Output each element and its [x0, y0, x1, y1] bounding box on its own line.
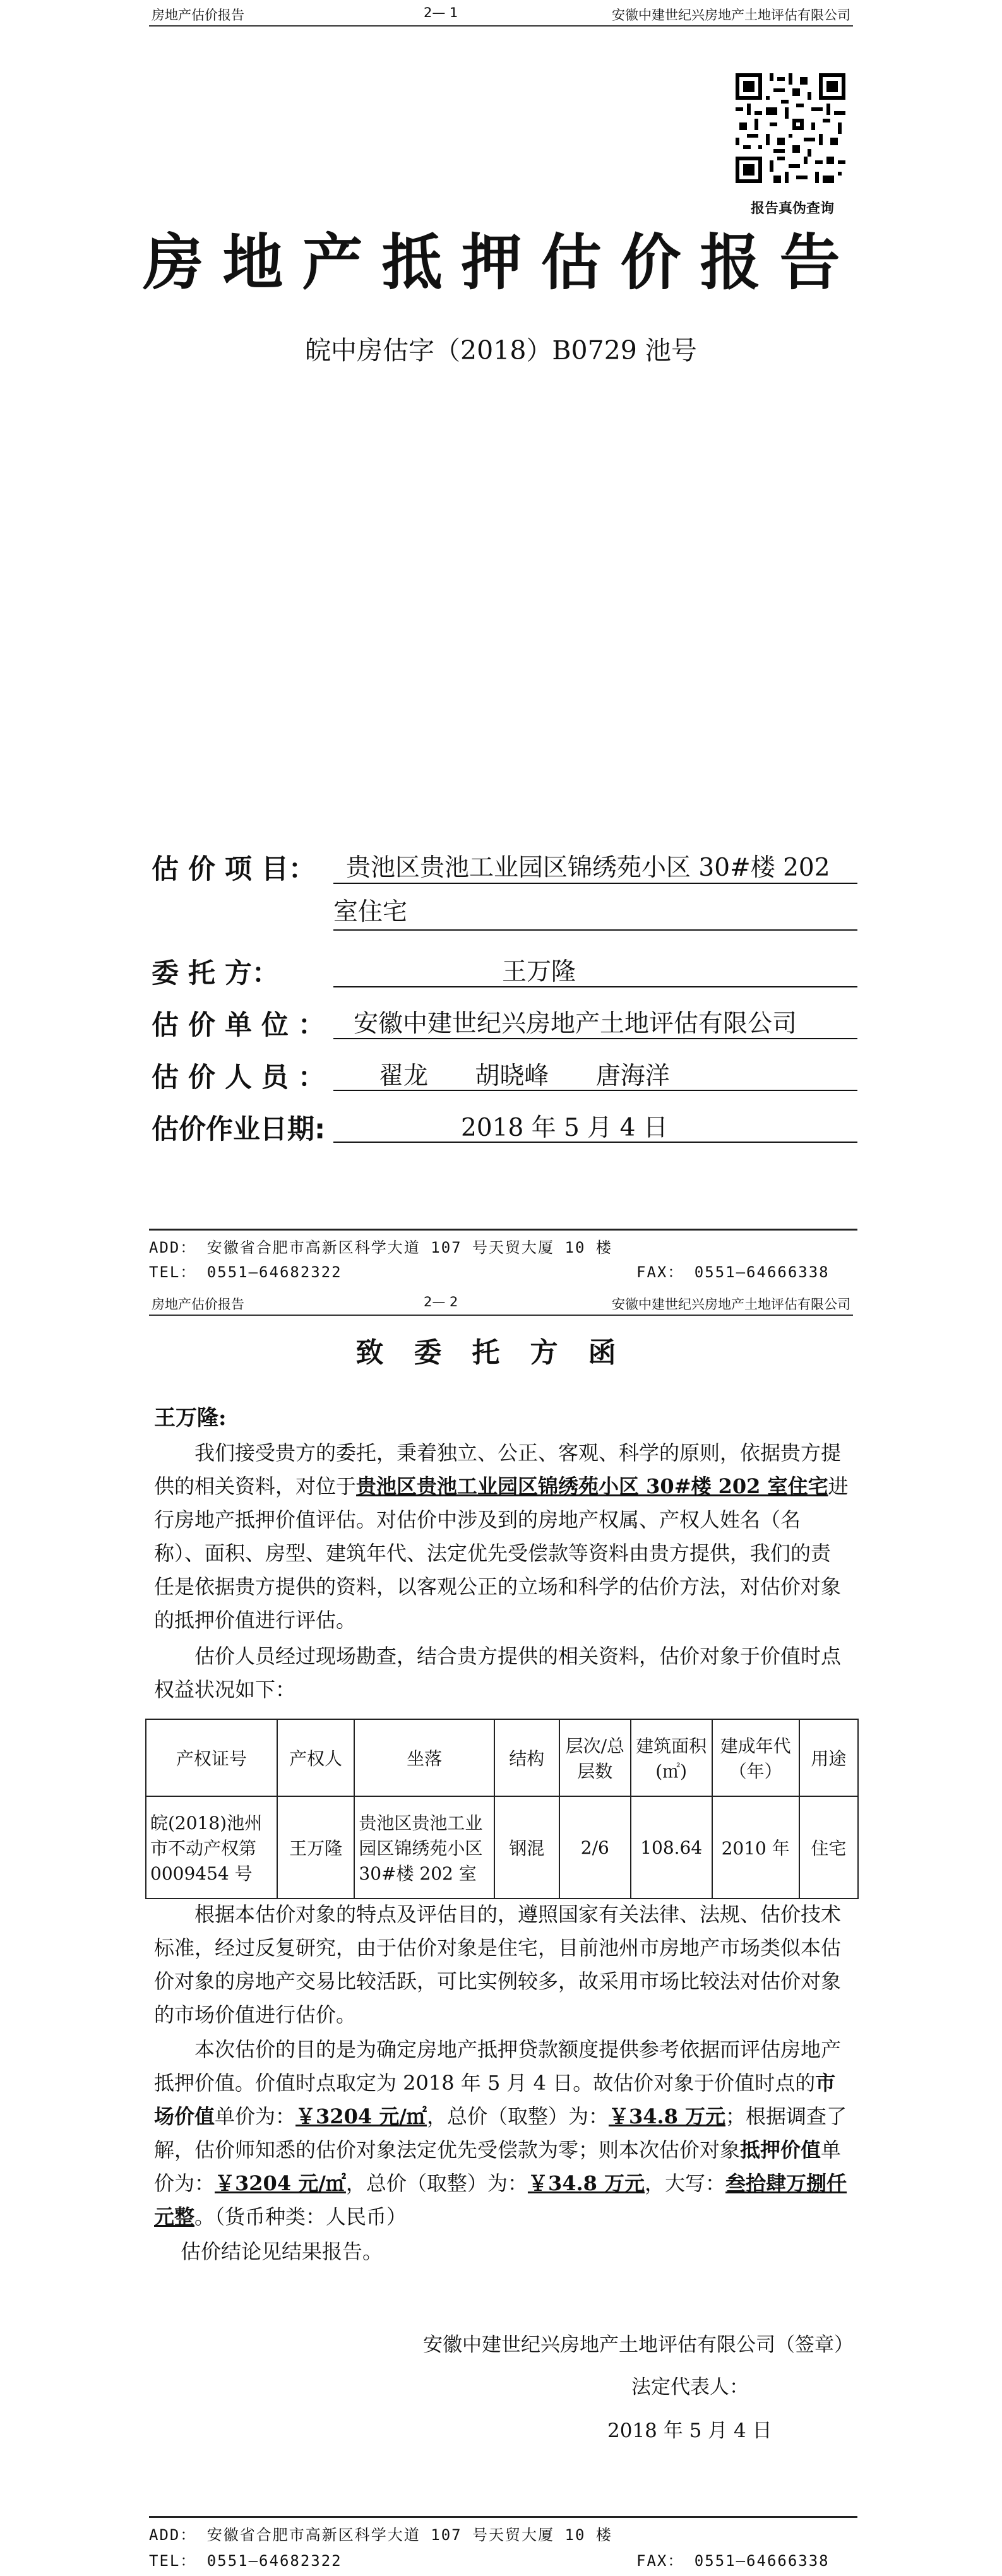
signature-company: 安徽中建世纪兴房地产土地评估有限公司（签章） — [423, 2334, 854, 2356]
text: ；根据调查了解，估价师知悉的估价对象法定优先受偿款为零；则本次估价对象 — [154, 2104, 847, 2162]
text: 本次估价的目的是为确定房地产抵押贷款额度提供参考依据而评估房地产抵押价值。价值时点取定为 2018 年 5 月 4 日。故估价对象于价值时点的 — [154, 2037, 842, 2095]
page-header-2 — [149, 1289, 853, 1316]
table-cell: 住宅 — [799, 1796, 858, 1899]
date-value: 2018 年 5 月 4 日 — [461, 1114, 668, 1142]
footer-fax: FAX： 0551—64666338 — [636, 2552, 830, 2570]
underline — [333, 986, 857, 987]
header-page-no: 2— 1 — [424, 5, 458, 20]
footer-address: ADD： 安徽省合肥市高新区科学大道 107 号天贸大厦 10 楼 — [149, 1239, 612, 1256]
project-label: 估 价 项 目： — [152, 854, 316, 885]
signature-legal-rep: 法定代表人： — [631, 2376, 749, 2399]
text: ，总价（取整）为： — [345, 2171, 528, 2195]
table-cell: 2010 年 — [712, 1796, 799, 1899]
date-label: 估价作业日期: — [152, 1114, 326, 1145]
column-header: 层次/总层数 — [559, 1719, 631, 1796]
property-address: 贵池区贵池工业园区锦绣苑小区 30#楼 202 室住宅 — [356, 1474, 828, 1498]
footer-rule — [149, 1229, 857, 1231]
letter-paragraph-4 — [154, 2033, 849, 2234]
market-value-label: 市场价值 — [154, 2071, 836, 2128]
client-value: 王万隆 — [502, 958, 576, 986]
text: 我们接受贵方的委托，秉着独立、公正、客观、科学的原则，依据贵方提供的相关资料，对位于 — [154, 1441, 842, 1498]
underline — [333, 1090, 857, 1091]
letter-title: 致委托方函 — [355, 1337, 647, 1369]
text: 进行房地产抵押价值评估。对估价中涉及到的房地产权属、产权人姓名（名称）、面积、房型、建筑年代、法定优先受偿款等资料由贵方提供，我们的责任是依据贵方提供的资料，以客观公正的立场和科学的估价方法，对估价对象的抵押价值进行评估。 — [154, 1474, 849, 1632]
table-row — [146, 1796, 858, 1899]
footer-address: ADD： 安徽省合肥市高新区科学大道 107 号天贸大厦 10 楼 — [149, 2526, 612, 2544]
mortgage-value-label: 抵押价值 — [740, 2138, 821, 2162]
table-header-row — [146, 1719, 858, 1796]
unit-price: ￥3204 元/㎡ — [295, 2104, 427, 2128]
unit-price: ￥3204 元/㎡ — [215, 2171, 346, 2195]
amount-in-words: 叁拾肆万捌仟元整 — [154, 2171, 847, 2229]
table-cell: 108.64 — [631, 1796, 712, 1899]
underline — [333, 883, 857, 884]
text: 单价为： — [215, 2104, 296, 2128]
total-price: ￥34.8 万元 — [527, 2171, 645, 2195]
underline — [333, 1038, 857, 1039]
header-left: 房地产估价报告 — [152, 1297, 244, 1312]
header-page-no: 2— 2 — [424, 1294, 458, 1309]
header-company: 安徽中建世纪兴房地产土地评估有限公司 — [612, 8, 850, 23]
footer-rule — [149, 2516, 857, 2518]
underline — [333, 929, 857, 931]
text: ，大写： — [645, 2171, 726, 2195]
footer-tel: TEL： 0551—64682322 — [149, 1263, 342, 1281]
letter-paragraph-1 — [154, 1436, 849, 1637]
appraiser-label: 估 价 单 位 ： — [152, 1010, 325, 1041]
report-title: 房地产抵押估价报告 — [143, 227, 859, 298]
text: 单价为： — [154, 2138, 842, 2195]
project-value-line1: 贵池区贵池工业园区锦绣苑小区 30#楼 202 — [346, 854, 830, 882]
client-label: 委 托 方： — [152, 958, 279, 989]
column-header: 产权人 — [277, 1719, 355, 1796]
footer-tel: TEL： 0551—64682322 — [149, 2552, 342, 2570]
underline — [333, 1142, 857, 1143]
header-company: 安徽中建世纪兴房地产土地评估有限公司 — [612, 1297, 850, 1312]
letter-paragraph-5: 估价结论见结果报告。 — [181, 2239, 383, 2263]
column-header: 坐落 — [354, 1719, 494, 1796]
text: 。（货币种类：人民币） — [194, 2205, 407, 2229]
table-cell: 王万隆 — [277, 1796, 355, 1899]
column-header: 建筑面积(㎡) — [631, 1719, 712, 1796]
header-left: 房地产估价报告 — [152, 8, 244, 23]
letter-paragraph-3: 根据本估价对象的特点及评估目的，遵照国家有关法律、法规、估价技术标准，经过反复研究，由于估价对象是住宅，目前池州市房地产市场类似本估价对象的房地产交易比较活跃，可比实例较多，故采用市场比较法对估价对象的市场价值进行估价。 — [154, 1902, 842, 2027]
footer-fax: FAX： 0551—64666338 — [636, 1263, 830, 1281]
table-cell: 贵池区贵池工业园区锦绣苑小区 30#楼 202 室 — [354, 1796, 494, 1899]
text: ，总价（取整）为： — [426, 2104, 609, 2128]
table-cell: 2/6 — [559, 1796, 631, 1899]
letter-salutation: 王万隆: — [154, 1405, 227, 1431]
column-header: 结构 — [494, 1719, 559, 1796]
persons-value: 翟龙 胡晓峰 唐海洋 — [379, 1062, 670, 1090]
column-header: 建成年代（年） — [712, 1719, 799, 1796]
appraiser-value: 安徽中建世纪兴房地产土地评估有限公司 — [354, 1010, 797, 1038]
table-cell: 皖(2018)池州市不动产权第 0009454 号 — [146, 1796, 277, 1899]
persons-label: 估 价 人 员 ： — [152, 1062, 325, 1094]
report-number: 皖中房估字（2018）B0729 池号 — [305, 335, 697, 366]
column-header: 产权证号 — [146, 1719, 277, 1796]
qr-code-icon — [736, 73, 845, 183]
project-value-line2: 室住宅 — [333, 898, 408, 926]
page-header-1 — [149, 0, 853, 27]
column-header: 用途 — [799, 1719, 858, 1796]
table-cell: 钢混 — [494, 1796, 559, 1899]
signature-date: 2018 年 5 月 4 日 — [607, 2419, 772, 2442]
letter-paragraph-2: 估价人员经过现场勘查，结合贵方提供的相关资料，估价对象于价值时点权益状况如下： — [154, 1644, 842, 1702]
qr-caption: 报告真伪查询 — [750, 201, 834, 217]
property-table — [145, 1719, 859, 1899]
total-price: ￥34.8 万元 — [608, 2104, 726, 2128]
